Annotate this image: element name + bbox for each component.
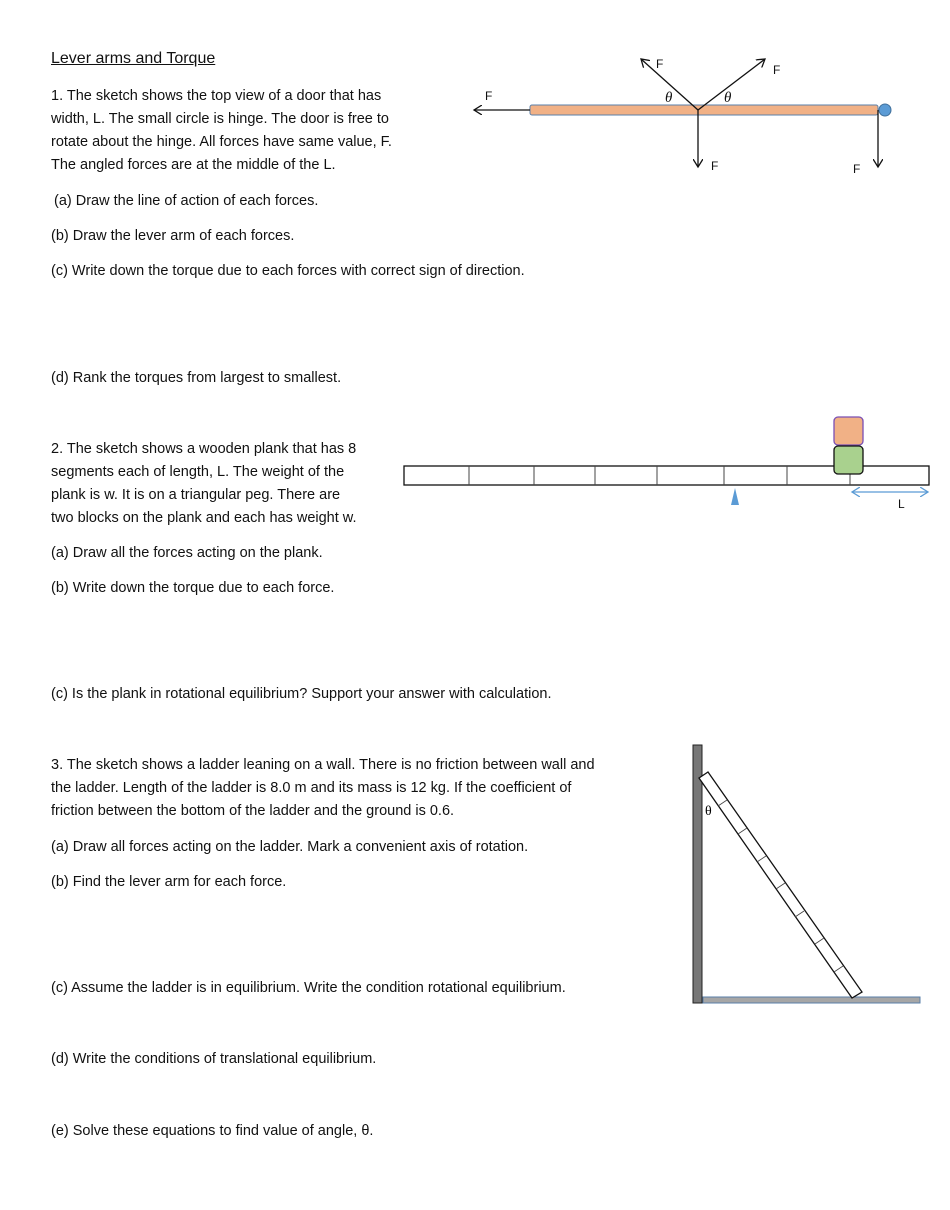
force-label: F: [773, 63, 781, 77]
triangular-peg: [731, 488, 739, 505]
q3-part-b: (b) Find the lever arm for each force.: [51, 874, 287, 890]
top-block: [834, 417, 863, 445]
q1-text-line: The angled forces are at the middle of the L.: [51, 157, 336, 173]
q1-text-line: 1. The sketch shows the top view of a door that has: [51, 88, 382, 104]
force-label: F: [485, 89, 493, 103]
door-diagram: [474, 57, 891, 176]
q1-part-b: (b) Draw the lever arm of each forces.: [51, 228, 295, 244]
wall: [693, 745, 702, 1003]
q1-part-c: (c) Write down the torque due to each forces with correct sign of direction.: [51, 263, 525, 279]
angle-label: θ: [705, 804, 712, 819]
q3-text-line: 3. The sketch shows a ladder leaning on a wall. There is no friction between wall and: [51, 757, 595, 773]
ladder: [699, 772, 862, 998]
q1-text-line: width, L. The small circle is hinge. The door is free to: [51, 111, 389, 127]
q3-text-line: the ladder. Length of the ladder is 8.0 m and its mass is 12 kg. If the coefficient of: [51, 780, 572, 796]
q3-part-e: (e) Solve these equations to find value of angle, θ.: [51, 1123, 374, 1139]
q3-part-a: (a) Draw all forces acting on the ladder. Mark a convenient axis of rotation.: [51, 839, 529, 855]
plank-diagram: [404, 417, 929, 511]
page-title: Lever arms and Torque: [51, 50, 216, 67]
q1-text-line: rotate about the hinge. All forces have same value, F.: [51, 134, 392, 150]
length-label: L: [898, 497, 905, 511]
angle-label: θ: [724, 90, 732, 106]
angle-label: θ: [665, 90, 673, 106]
force-label: F: [656, 57, 664, 71]
q2-text-line: two blocks on the plank and each has weight w.: [51, 510, 357, 526]
ladder-diagram: [693, 745, 920, 1003]
q3-part-c: (c) Assume the ladder is in equilibrium. Write the condition rotational equilibrium.: [51, 980, 566, 996]
ground: [703, 997, 920, 1003]
door: [530, 105, 878, 115]
q2-text-line: 2. The sketch shows a wooden plank that has 8: [51, 441, 357, 457]
q1-part-d: (d) Rank the torques from largest to smallest.: [51, 370, 342, 386]
q2-text-line: plank is w. It is on a triangular peg. There are: [51, 487, 341, 503]
force-label: F: [711, 159, 719, 173]
force-label: F: [853, 162, 861, 176]
hinge: [879, 104, 891, 116]
q2-part-b: (b) Write down the torque due to each force.: [51, 580, 335, 596]
force-arrow: [698, 59, 765, 110]
q3-part-d: (d) Write the conditions of translational equilibrium.: [51, 1051, 377, 1067]
q3-text-line: friction between the bottom of the ladder and the ground is 0.6.: [51, 803, 455, 819]
q2-part-a: (a) Draw all the forces acting on the plank.: [51, 545, 323, 561]
bottom-block: [834, 446, 863, 474]
q2-text-line: segments each of length, L. The weight of the: [51, 464, 345, 480]
q2-part-c: (c) Is the plank in rotational equilibrium? Support your answer with calculation.: [51, 686, 552, 702]
q1-part-a: (a) Draw the line of action of each forces.: [54, 193, 319, 209]
